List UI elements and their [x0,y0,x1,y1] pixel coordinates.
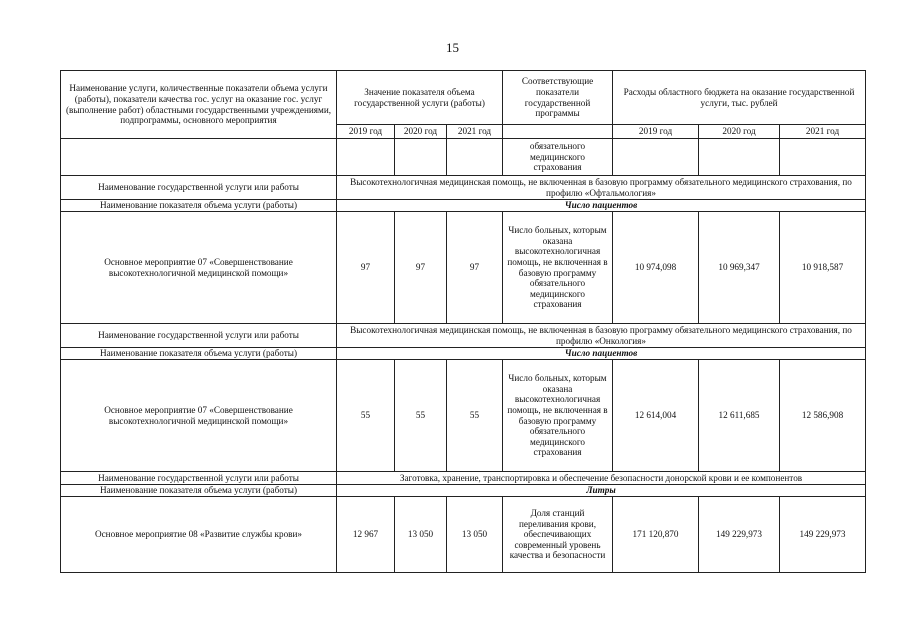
volume-2019: 12 967 [337,497,395,573]
budget-table [60,70,866,573]
header-row [61,71,866,125]
activity-name: Основное мероприятие 07 «Совершенствование высокотехнологичной медицинской помощи» [61,212,337,324]
table-row [61,212,866,324]
indicator-name: Число пациентов [337,348,866,360]
service-name: Высокотехнологичная медицинская помощь, не включенная в базовую программу обязательного медицинского страхования, по профилю «Онкология» [337,324,866,348]
service-label: Наименование государственной услуги или работы [61,324,337,348]
program-indicator: Доля станций переливания крови, обеспечивающих современный уровень качества и безопасности [503,497,613,573]
volume-2019: 55 [337,360,395,472]
expense-2020: 149 229,973 [699,497,780,573]
expense-2019: 171 120,870 [613,497,699,573]
table-row [61,324,866,348]
volume-2020: 97 [395,212,447,324]
service-name: Высокотехнологичная медицинская помощь, не включенная в базовую программу обязательного медицинского страхования, по профилю «Офтальмология» [337,176,866,200]
header-col-name: Наименование услуги, количественные показатели объема услуги (работы), показатели качества гос. услуг на оказание гос. услуг (выполнение работ) областными государственными учреждениями, подпрограммы, основного мероприятия [61,71,337,139]
volume-2020: 55 [395,360,447,472]
carry-text: обязательного медицинского страхования [503,139,613,176]
activity-name: Основное мероприятие 08 «Развитие службы крови» [61,497,337,573]
activity-name: Основное мероприятие 07 «Совершенствование высокотехнологичной медицинской помощи» [61,360,337,472]
table-row [61,497,866,573]
service-name: Заготовка, хранение, транспортировка и обеспечение безопасности донорской крови и ее компонентов [337,472,866,485]
expense-2019: 12 614,004 [613,360,699,472]
expense-2021: 12 586,908 [780,360,866,472]
volume-2020: 13 050 [395,497,447,573]
header-col-volume: Значение показателя объема государственной услуги (работы) [337,71,503,125]
table-row [61,139,866,176]
indicator-label: Наименование показателя объема услуги (работы) [61,200,337,212]
year-2020-exp: 2020 год [699,125,780,139]
volume-2019: 97 [337,212,395,324]
table-row [61,485,866,497]
table-row [61,472,866,485]
header-col-programs: Соответствующие показатели государственной программы [503,71,613,125]
expense-2021: 149 229,973 [780,497,866,573]
service-label: Наименование государственной услуги или работы [61,472,337,485]
year-2019: 2019 год [337,125,395,139]
indicator-name: Литры [337,485,866,497]
year-2020: 2020 год [395,125,447,139]
indicator-label: Наименование показателя объема услуги (работы) [61,485,337,497]
volume-2021: 55 [447,360,503,472]
table-row [61,360,866,472]
year-2021-exp: 2021 год [780,125,866,139]
service-label: Наименование государственной услуги или работы [61,176,337,200]
table-row [61,176,866,200]
expense-2020: 10 969,347 [699,212,780,324]
volume-2021: 97 [447,212,503,324]
program-indicator: Число больных, которым оказана высокотехнологичная помощь, не включенная в базовую программу обязательного медицинского страхования [503,212,613,324]
expense-2021: 10 918,587 [780,212,866,324]
expense-2019: 10 974,098 [613,212,699,324]
indicator-name: Число пациентов [337,200,866,212]
table-row [61,348,866,360]
year-2019-exp: 2019 год [613,125,699,139]
year-blank [503,125,613,139]
volume-2021: 13 050 [447,497,503,573]
page-number: 15 [446,40,459,55]
year-2021: 2021 год [447,125,503,139]
program-indicator: Число больных, которым оказана высокотехнологичная помощь, не включенная в базовую программу обязательного медицинского страхования [503,360,613,472]
indicator-label: Наименование показателя объема услуги (работы) [61,348,337,360]
header-col-expenses: Расходы областного бюджета на оказание государственной услуги, тыс. рублей [613,71,866,125]
expense-2020: 12 611,685 [699,360,780,472]
table-row [61,200,866,212]
